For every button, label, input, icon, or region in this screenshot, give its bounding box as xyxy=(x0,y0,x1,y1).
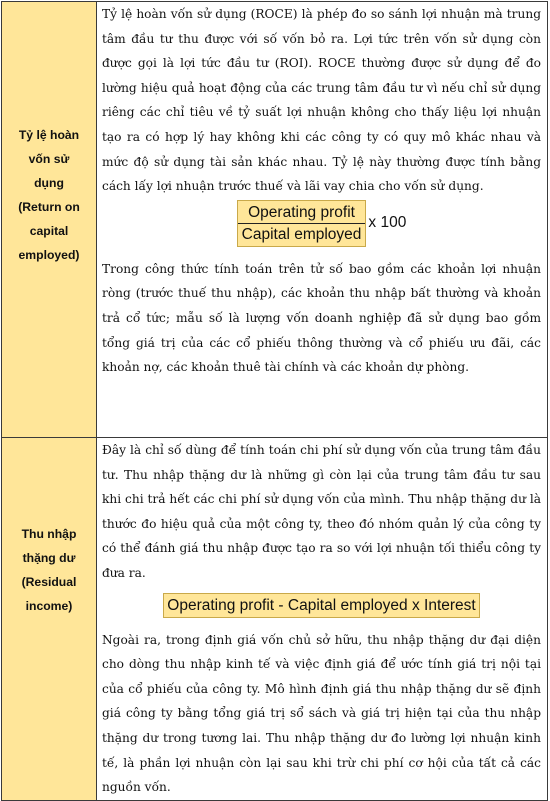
formula-denominator: Capital employed xyxy=(241,225,362,243)
roce-formula xyxy=(102,200,541,252)
residual-income-formula-wrap xyxy=(102,593,541,618)
row-label-cell xyxy=(2,438,97,801)
label-line: thặng dư xyxy=(22,551,76,565)
label-line: (Residual xyxy=(21,575,77,589)
table-row-roce xyxy=(2,2,548,438)
label-line: dụng xyxy=(34,176,64,190)
row-content-cell xyxy=(97,2,548,438)
label-line: vốn sử xyxy=(28,152,70,166)
roce-description: Tỷ lệ hoàn vốn sử dụng (ROCE) là phép đo so sánh lợi nhuận mà trung tâm đầu tư thu được với số vốn bỏ ra. Lợi tức trên vốn sử dụng còn được gọi là lợi tức đầu tư (ROI). ROCE thường được sử dụng để đo lường hiệu quả hoạt động của các trung tâm đầu tư vì nếu chỉ sử dụng riêng các chỉ tiêu về tỷ suất lợi nhuận không cho thấy liệu lợi nhuận tạo ra có hợp lý hay không khi các công ty có quy mô khác nhau và mức độ sử dụng tài sản khác nhau. Tỷ lệ này thường được tính bằng cách lấy lợi nhuận trước thuế và lãi vay chia cho vốn sử dụng. xyxy=(102,7,541,194)
label-line: Thu nhập xyxy=(21,527,77,541)
residual-income-formula: Operating profit - Capital employed x Interest xyxy=(163,593,479,618)
formula-multiplier: x 100 xyxy=(368,214,407,232)
roce-explanation: Trong công thức tính toán trên tử số bao gồm các khoản lợi nhuận ròng (trước thuế thu nhập), các khoản thu nhập bất thường và khoản trả cổ tức; mẫu số là lượng vốn doanh nghiệp đã sử dụng bao gồm tổng giá trị của các cổ phiếu thông thường và cổ phiếu ưu đãi, các khoản nợ, các khoản thuê tài chính và các khoản dự phòng. xyxy=(102,261,541,375)
label-line: (Return on xyxy=(18,200,80,214)
row-label-cell xyxy=(2,2,97,438)
label-line: income) xyxy=(25,599,73,613)
roce-fraction xyxy=(237,200,407,247)
row-content-cell xyxy=(97,438,548,801)
residual-income-description: Đây là chỉ số dùng để tính toán chi phí sử dụng vốn của trung tâm đầu tư. Thu nhập thặng dư là những gì còn lại của trung tâm đầu tư sau khi chi trả hết các chi phí sử dụng vốn của mình. Thu nhập thặng dư là thước đo hiệu quả của một công ty, theo đó nhóm quản lý của công ty có thể đánh giá thu nhập được tạo ra so với lợi nhuận tối thiểu công ty đưa ra. xyxy=(102,443,541,580)
row-label-residual-income xyxy=(2,438,96,618)
table-row-residual-income xyxy=(2,438,548,801)
formula-numerator: Operating profit xyxy=(238,201,366,224)
residual-income-explanation: Ngoài ra, trong định giá vốn chủ sở hữu, thu nhập thặng dư đại diện cho dòng thu nhập kinh tế và việc định giá để ước tính giá trị nội tại của cổ phiếu của công ty. Mô hình định giá thu nhập thặng dư sẽ định giá công ty bằng tổng giá trị sổ sách và giá trị hiện tại của thu nhập thặng dư trong tương lai. Thu nhập thặng dư đo lường lợi nhuận kinh tế, là phần lợi nhuận còn lại sau khi trừ chi phí cơ hội của tất cả các nguồn vốn. xyxy=(102,632,541,795)
label-line: capital xyxy=(29,224,69,238)
row-label-roce xyxy=(2,2,96,267)
metrics-table xyxy=(1,1,548,801)
label-line: employed) xyxy=(18,248,80,262)
label-line: Tỷ lệ hoàn xyxy=(18,128,80,142)
fraction-box xyxy=(237,200,367,247)
